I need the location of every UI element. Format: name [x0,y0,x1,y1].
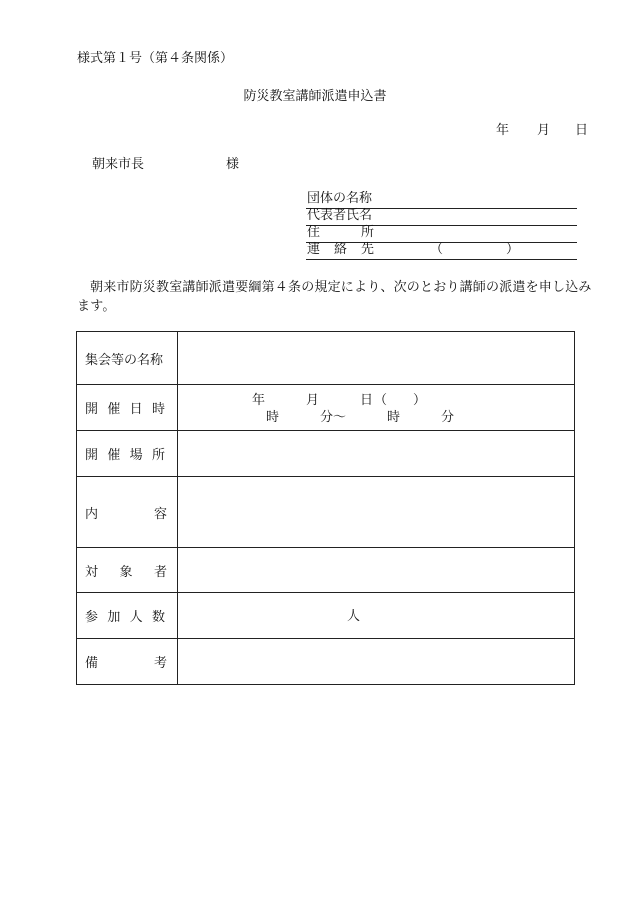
table-row [77,385,575,431]
date-year-label: 年 [496,123,510,138]
event-venue-field[interactable] [178,431,575,477]
applicant-contact-label-3: 先 [361,242,375,257]
event-datetime-label: 開 催 日 時 [77,385,178,431]
event-start-minute-label: 分～ [320,410,347,425]
participant-count-field[interactable] [178,593,575,639]
applicant-address-field[interactable] [306,225,577,243]
participant-count-label: 参 加 人 数 [77,593,178,639]
event-day-label: 日 [360,393,374,408]
table-row [77,332,575,385]
event-venue-label: 開 催 場 所 [77,431,178,477]
applicant-contact-field[interactable] [306,242,577,260]
table-row [77,477,575,548]
event-start-hour-label: 時 [266,410,280,425]
intro-paragraph: 朝来市防災教室講師派遣要綱第４条の規定により、次のとおり講師の派遣を申し込みます。 [77,280,592,314]
contact-paren-open: （ [430,242,444,257]
contact-paren-close: ） [506,242,520,257]
date-month-label: 月 [537,123,551,138]
target-audience-label: 対 象 者 [77,548,178,593]
table-row [77,431,575,477]
date-day-label: 日 [575,123,589,138]
event-month-label: 月 [306,393,320,408]
applicant-contact-label-2: 絡 [334,242,348,257]
participant-unit-label: 人 [347,609,361,624]
meeting-name-field[interactable] [178,332,575,385]
table-row [77,548,575,593]
content-field[interactable] [178,477,575,548]
event-end-hour-label: 時 [387,410,401,425]
form-number: 様式第１号（第４条関係） [77,51,234,66]
application-form-table [76,331,575,685]
document-title: 防災教室講師派遣申込書 [243,89,387,104]
event-year-label: 年 [252,393,266,408]
target-audience-field[interactable] [178,548,575,593]
addressee-honorific: 様 [226,157,240,172]
applicant-org-name-field[interactable] [306,191,577,209]
event-end-minute-label: 分 [441,410,455,425]
content-label: 内 容 [77,477,178,548]
applicant-contact-label-1: 連 [307,242,321,257]
applicant-representative-field[interactable] [306,208,577,226]
table-row [77,593,575,639]
event-datetime-field[interactable] [178,385,575,431]
applicant-address-label-2: 所 [361,225,375,240]
applicant-representative-label: 代表者氏名 [307,208,373,223]
remarks-field[interactable] [178,639,575,685]
addressee-name: 朝来市長 [92,157,145,172]
table-row [77,639,575,685]
remarks-label: 備 考 [77,639,178,685]
applicant-address-label-1: 住 [307,225,321,240]
event-weekday-label: （ ） [374,393,427,408]
applicant-org-name-label: 団体の名称 [307,191,373,206]
meeting-name-label: 集会等の名称 [77,332,178,385]
